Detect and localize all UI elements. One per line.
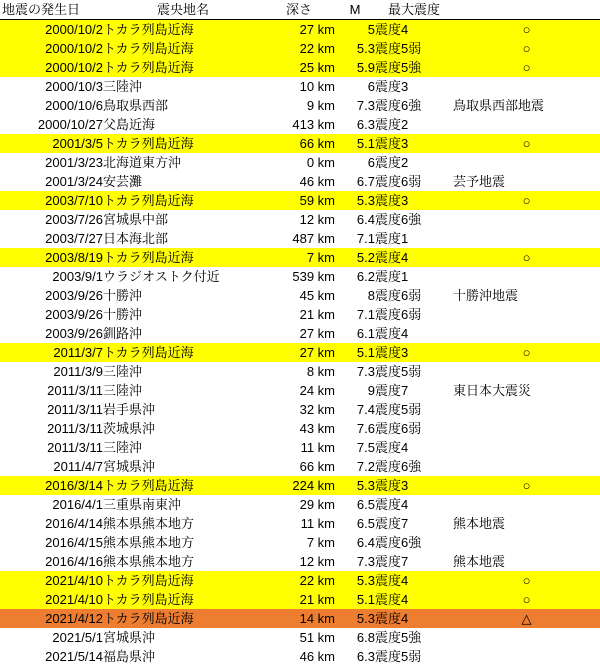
cell-mark: ○: [453, 248, 600, 267]
table-row: [0, 343, 600, 362]
cell-depth: 66 km: [263, 134, 335, 153]
cell-magnitude: 7.1: [335, 229, 375, 248]
cell-date: 2003/9/26: [0, 324, 103, 343]
cell-note: [453, 647, 600, 666]
cell-magnitude: 6.5: [335, 514, 375, 533]
cell-depth: 539 km: [263, 267, 335, 286]
table-row: [0, 134, 600, 153]
cell-magnitude: 5.3: [335, 39, 375, 58]
cell-note: [453, 495, 600, 514]
cell-note: [453, 438, 600, 457]
cell-intensity: 震度5弱: [375, 39, 453, 58]
cell-epicenter: 北海道東方沖: [103, 153, 263, 172]
cell-epicenter: 熊本県熊本地方: [103, 514, 263, 533]
cell-intensity: 震度3: [375, 191, 453, 210]
cell-note: [453, 400, 600, 419]
table-row: [0, 438, 600, 457]
table-row: [0, 457, 600, 476]
cell-date: 2016/4/15: [0, 533, 103, 552]
cell-epicenter: 岩手県沖: [103, 400, 263, 419]
cell-depth: 22 km: [263, 571, 335, 590]
cell-intensity: 震度2: [375, 153, 453, 172]
cell-magnitude: 5.9: [335, 58, 375, 77]
cell-intensity: 震度5弱: [375, 647, 453, 666]
cell-magnitude: 8: [335, 286, 375, 305]
cell-date: 2003/7/10: [0, 191, 103, 210]
cell-intensity: 震度5弱: [375, 362, 453, 381]
cell-date: 2016/3/14: [0, 476, 103, 495]
cell-epicenter: 茨城県沖: [103, 419, 263, 438]
cell-date: 2000/10/27: [0, 115, 103, 134]
cell-epicenter: 十勝沖: [103, 286, 263, 305]
cell-date: 2001/3/5: [0, 134, 103, 153]
table-row: [0, 96, 600, 115]
cell-intensity: 震度3: [375, 77, 453, 96]
column-header-intensity: 最大震度: [375, 0, 453, 20]
cell-date: 2001/3/24: [0, 172, 103, 191]
cell-epicenter: トカラ列島近海: [103, 609, 263, 628]
cell-intensity: 震度4: [375, 438, 453, 457]
cell-depth: 66 km: [263, 457, 335, 476]
cell-magnitude: 5.3: [335, 571, 375, 590]
cell-date: 2000/10/2: [0, 39, 103, 58]
cell-date: 2003/7/27: [0, 229, 103, 248]
table-row: [0, 628, 600, 647]
cell-note: [453, 210, 600, 229]
cell-magnitude: 5: [335, 20, 375, 40]
cell-note: [453, 419, 600, 438]
cell-date: 2000/10/3: [0, 77, 103, 96]
cell-note: [453, 533, 600, 552]
cell-magnitude: 5.3: [335, 191, 375, 210]
cell-depth: 12 km: [263, 552, 335, 571]
cell-intensity: 震度7: [375, 514, 453, 533]
cell-intensity: 震度3: [375, 134, 453, 153]
cell-epicenter: トカラ列島近海: [103, 343, 263, 362]
table-row: [0, 20, 600, 40]
cell-depth: 27 km: [263, 20, 335, 40]
cell-epicenter: トカラ列島近海: [103, 191, 263, 210]
cell-magnitude: 5.1: [335, 590, 375, 609]
cell-magnitude: 5.3: [335, 609, 375, 628]
cell-epicenter: トカラ列島近海: [103, 248, 263, 267]
cell-mark: ○: [453, 39, 600, 58]
table-row: [0, 210, 600, 229]
cell-date: 2003/9/26: [0, 286, 103, 305]
cell-date: 2016/4/1: [0, 495, 103, 514]
cell-intensity: 震度6弱: [375, 286, 453, 305]
cell-depth: 224 km: [263, 476, 335, 495]
cell-depth: 10 km: [263, 77, 335, 96]
cell-note: [453, 305, 600, 324]
cell-mark: △: [453, 609, 600, 628]
cell-depth: 7 km: [263, 248, 335, 267]
cell-magnitude: 7.3: [335, 552, 375, 571]
cell-intensity: 震度5強: [375, 58, 453, 77]
cell-mark: ○: [453, 58, 600, 77]
cell-depth: 43 km: [263, 419, 335, 438]
cell-epicenter: トカラ列島近海: [103, 20, 263, 40]
cell-mark: ○: [453, 191, 600, 210]
column-header-note: [453, 0, 600, 20]
cell-intensity: 震度4: [375, 609, 453, 628]
table-row: [0, 476, 600, 495]
cell-intensity: 震度4: [375, 324, 453, 343]
cell-date: 2000/10/2: [0, 58, 103, 77]
cell-depth: 21 km: [263, 590, 335, 609]
cell-note: [453, 628, 600, 647]
table-header-row: [0, 0, 600, 20]
cell-epicenter: 三陸沖: [103, 438, 263, 457]
cell-date: 2021/4/10: [0, 571, 103, 590]
table-row: [0, 305, 600, 324]
column-header-depth: 深さ: [263, 0, 335, 20]
cell-epicenter: 熊本県熊本地方: [103, 552, 263, 571]
cell-epicenter: 福島県沖: [103, 647, 263, 666]
cell-epicenter: 父島近海: [103, 115, 263, 134]
cell-magnitude: 6.2: [335, 267, 375, 286]
cell-depth: 7 km: [263, 533, 335, 552]
cell-date: 2016/4/16: [0, 552, 103, 571]
cell-intensity: 震度6弱: [375, 305, 453, 324]
cell-epicenter: 三陸沖: [103, 77, 263, 96]
cell-mark: ○: [453, 590, 600, 609]
cell-epicenter: ウラジオストク付近: [103, 267, 263, 286]
cell-note: [453, 229, 600, 248]
table-row: [0, 381, 600, 400]
cell-epicenter: 宮城県沖: [103, 457, 263, 476]
cell-intensity: 震度4: [375, 495, 453, 514]
cell-note: 十勝沖地震: [453, 286, 600, 305]
cell-magnitude: 6.5: [335, 495, 375, 514]
cell-date: 2011/3/11: [0, 438, 103, 457]
cell-depth: 24 km: [263, 381, 335, 400]
cell-epicenter: 日本海北部: [103, 229, 263, 248]
cell-date: 2011/3/11: [0, 400, 103, 419]
table-row: [0, 400, 600, 419]
cell-intensity: 震度4: [375, 571, 453, 590]
cell-note: [453, 362, 600, 381]
cell-date: 2016/4/14: [0, 514, 103, 533]
cell-magnitude: 6.4: [335, 533, 375, 552]
cell-magnitude: 5.2: [335, 248, 375, 267]
cell-depth: 32 km: [263, 400, 335, 419]
table-row: [0, 58, 600, 77]
cell-date: 2011/3/11: [0, 419, 103, 438]
cell-epicenter: 宮城県沖: [103, 628, 263, 647]
table-row: [0, 495, 600, 514]
cell-epicenter: 宮城県中部: [103, 210, 263, 229]
cell-magnitude: 6.4: [335, 210, 375, 229]
cell-note: 芸予地震: [453, 172, 600, 191]
column-header-epicenter: 震央地名: [103, 0, 263, 20]
cell-depth: 59 km: [263, 191, 335, 210]
cell-intensity: 震度6強: [375, 210, 453, 229]
cell-depth: 21 km: [263, 305, 335, 324]
cell-magnitude: 6: [335, 77, 375, 96]
cell-depth: 22 km: [263, 39, 335, 58]
table-row: [0, 590, 600, 609]
cell-epicenter: 三陸沖: [103, 381, 263, 400]
cell-epicenter: 鳥取県西部: [103, 96, 263, 115]
cell-depth: 9 km: [263, 96, 335, 115]
cell-depth: 8 km: [263, 362, 335, 381]
table-body: [0, 20, 600, 666]
cell-epicenter: 釧路沖: [103, 324, 263, 343]
cell-date: 2003/8/19: [0, 248, 103, 267]
table-row: [0, 39, 600, 58]
cell-epicenter: トカラ列島近海: [103, 39, 263, 58]
column-header-magnitude: M: [335, 0, 375, 20]
cell-intensity: 震度1: [375, 229, 453, 248]
table-row: [0, 267, 600, 286]
cell-mark: ○: [453, 343, 600, 362]
cell-date: 2011/3/11: [0, 381, 103, 400]
cell-date: 2001/3/23: [0, 153, 103, 172]
cell-date: 2021/4/10: [0, 590, 103, 609]
table-row: [0, 191, 600, 210]
cell-magnitude: 6: [335, 153, 375, 172]
cell-depth: 413 km: [263, 115, 335, 134]
cell-magnitude: 7.6: [335, 419, 375, 438]
cell-magnitude: 5.1: [335, 343, 375, 362]
cell-magnitude: 5.3: [335, 476, 375, 495]
cell-depth: 46 km: [263, 172, 335, 191]
cell-depth: 46 km: [263, 647, 335, 666]
table-row: [0, 172, 600, 191]
cell-epicenter: 三陸沖: [103, 362, 263, 381]
table-row: [0, 514, 600, 533]
cell-date: 2011/3/9: [0, 362, 103, 381]
cell-epicenter: トカラ列島近海: [103, 590, 263, 609]
cell-magnitude: 6.3: [335, 115, 375, 134]
table-row: [0, 419, 600, 438]
table-row: [0, 77, 600, 96]
cell-intensity: 震度6弱: [375, 419, 453, 438]
cell-note: 熊本地震: [453, 552, 600, 571]
cell-date: 2000/10/6: [0, 96, 103, 115]
cell-mark: ○: [453, 20, 600, 40]
cell-depth: 27 km: [263, 324, 335, 343]
cell-intensity: 震度6強: [375, 457, 453, 476]
table-row: [0, 552, 600, 571]
cell-magnitude: 7.1: [335, 305, 375, 324]
cell-intensity: 震度7: [375, 552, 453, 571]
cell-note: 東日本大震災: [453, 381, 600, 400]
cell-intensity: 震度6強: [375, 533, 453, 552]
cell-date: 2000/10/2: [0, 20, 103, 40]
cell-intensity: 震度4: [375, 248, 453, 267]
cell-intensity: 震度3: [375, 476, 453, 495]
cell-note: [453, 267, 600, 286]
cell-date: 2021/4/12: [0, 609, 103, 628]
table-row: [0, 324, 600, 343]
cell-epicenter: トカラ列島近海: [103, 476, 263, 495]
cell-depth: 25 km: [263, 58, 335, 77]
cell-epicenter: 安芸灘: [103, 172, 263, 191]
cell-date: 2003/7/26: [0, 210, 103, 229]
table-row: [0, 533, 600, 552]
cell-date: 2021/5/1: [0, 628, 103, 647]
cell-magnitude: 6.1: [335, 324, 375, 343]
cell-note: 鳥取県西部地震: [453, 96, 600, 115]
table-row: [0, 153, 600, 172]
cell-epicenter: 十勝沖: [103, 305, 263, 324]
cell-magnitude: 7.3: [335, 362, 375, 381]
table-row: [0, 571, 600, 590]
table-row: [0, 647, 600, 666]
table-row: [0, 229, 600, 248]
cell-magnitude: 5.1: [335, 134, 375, 153]
cell-epicenter: トカラ列島近海: [103, 134, 263, 153]
cell-intensity: 震度6強: [375, 96, 453, 115]
cell-intensity: 震度6弱: [375, 172, 453, 191]
cell-depth: 11 km: [263, 514, 335, 533]
cell-magnitude: 9: [335, 381, 375, 400]
cell-mark: ○: [453, 571, 600, 590]
cell-note: [453, 324, 600, 343]
cell-depth: 45 km: [263, 286, 335, 305]
cell-depth: 27 km: [263, 343, 335, 362]
column-header-date: 地震の発生日: [0, 0, 103, 20]
table-row: [0, 609, 600, 628]
table-row: [0, 115, 600, 134]
cell-mark: ○: [453, 134, 600, 153]
table-row: [0, 362, 600, 381]
cell-magnitude: 6.7: [335, 172, 375, 191]
cell-mark: ○: [453, 476, 600, 495]
cell-epicenter: トカラ列島近海: [103, 58, 263, 77]
cell-intensity: 震度5強: [375, 628, 453, 647]
cell-depth: 12 km: [263, 210, 335, 229]
cell-depth: 11 km: [263, 438, 335, 457]
cell-magnitude: 7.2: [335, 457, 375, 476]
cell-magnitude: 7.5: [335, 438, 375, 457]
cell-intensity: 震度2: [375, 115, 453, 134]
cell-date: 2011/3/7: [0, 343, 103, 362]
cell-epicenter: 熊本県熊本地方: [103, 533, 263, 552]
cell-intensity: 震度1: [375, 267, 453, 286]
cell-intensity: 震度7: [375, 381, 453, 400]
cell-note: [453, 153, 600, 172]
cell-epicenter: トカラ列島近海: [103, 571, 263, 590]
cell-date: 2003/9/26: [0, 305, 103, 324]
cell-note: [453, 115, 600, 134]
cell-depth: 51 km: [263, 628, 335, 647]
cell-magnitude: 7.4: [335, 400, 375, 419]
cell-note: 熊本地震: [453, 514, 600, 533]
table-row: [0, 248, 600, 267]
cell-note: [453, 77, 600, 96]
cell-depth: 0 km: [263, 153, 335, 172]
cell-depth: 487 km: [263, 229, 335, 248]
cell-epicenter: 三重県南東沖: [103, 495, 263, 514]
table-row: [0, 286, 600, 305]
cell-date: 2003/9/1: [0, 267, 103, 286]
cell-depth: 29 km: [263, 495, 335, 514]
cell-intensity: 震度4: [375, 590, 453, 609]
cell-magnitude: 6.3: [335, 647, 375, 666]
cell-depth: 14 km: [263, 609, 335, 628]
cell-magnitude: 6.8: [335, 628, 375, 647]
cell-date: 2021/5/14: [0, 647, 103, 666]
cell-date: 2011/4/7: [0, 457, 103, 476]
cell-intensity: 震度5弱: [375, 400, 453, 419]
cell-intensity: 震度4: [375, 20, 453, 40]
cell-intensity: 震度3: [375, 343, 453, 362]
cell-note: [453, 457, 600, 476]
cell-magnitude: 7.3: [335, 96, 375, 115]
